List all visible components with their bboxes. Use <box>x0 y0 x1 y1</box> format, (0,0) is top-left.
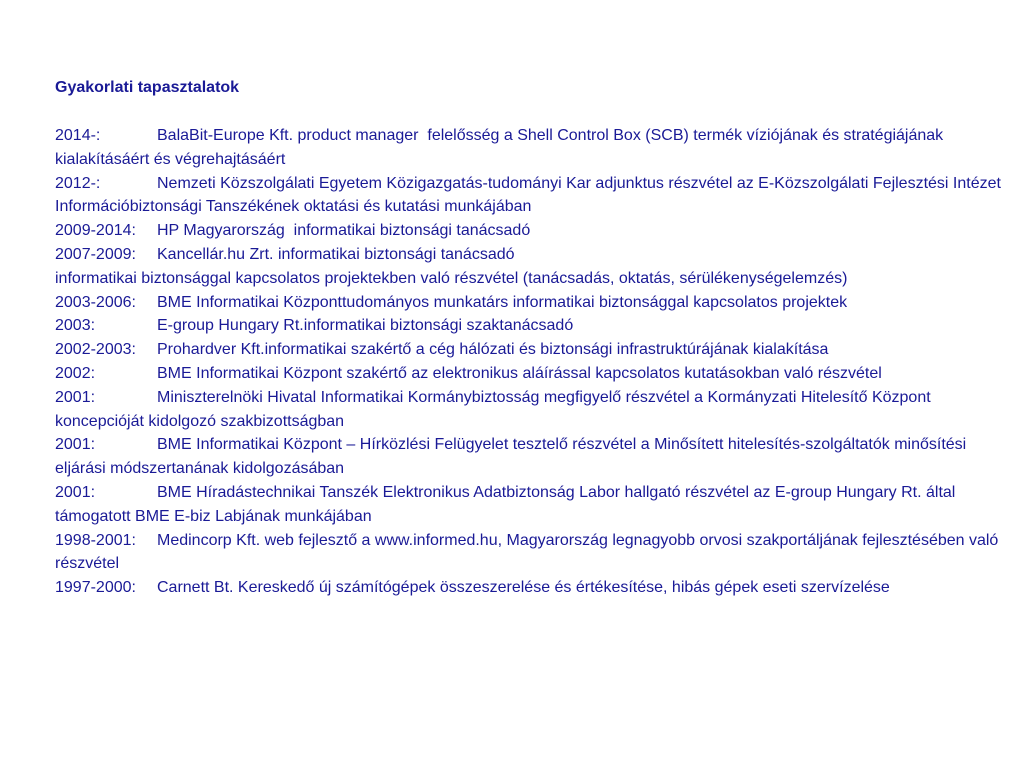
entry-text: BME Híradástechnikai Tanszék Elektronikus Adatbiztonság Labor hallgató részvétel az E-group Hungary Rt. által támogatott BME E-biz Labjának munkájában <box>55 483 960 525</box>
experience-entry <box>55 124 1005 172</box>
entry-text: Kancellár.hu Zrt. informatikai biztonsági tanácsadó <box>157 245 515 263</box>
entry-date: 2002: <box>55 364 96 382</box>
section-heading: Gyakorlati tapasztalatok <box>55 79 240 96</box>
entry-date: 2002-2003: <box>55 341 136 359</box>
entry-text: Carnett Bt. Kereskedő új számítógépek összeszerelése és értékesítése, hibás gépek eseti szervízelése <box>157 579 890 597</box>
experience-entry <box>55 433 1005 481</box>
experience-entry <box>55 362 1005 386</box>
entry-text: BME Informatikai Központ – Hírközlési Felügyelet tesztelő részvétel a Minősített hitelesítés-szolgáltatók minősítési eljárási módszertanának kidolgozásában <box>55 436 971 478</box>
entry-text: BME Informatikai Központtudományos munkatárs informatikai biztonsággal kapcsolatos projektek <box>157 293 848 311</box>
experience-entry <box>55 338 1005 362</box>
entry-date: 2007-2009: <box>55 245 136 263</box>
entry-date: 2001: <box>55 388 96 406</box>
entry-date: 2003-2006: <box>55 293 136 311</box>
entry-text: BalaBit-Europe Kft. product manager felelősség a Shell Control Box (SCB) termék víziójának és stratégiájának kialakításáért és végrehajtásáért <box>55 127 948 168</box>
experience-entry <box>55 219 1005 243</box>
entry-date: 1998-2001: <box>55 531 136 549</box>
experience-entry <box>55 481 1005 529</box>
entry-text: Prohardver Kft.informatikai szakértő a cég hálózati és biztonsági infrastruktúrájának kialakítása <box>157 341 829 359</box>
experience-entry-continuation <box>55 267 1005 291</box>
experience-entry <box>55 529 1005 577</box>
entry-text: HP Magyarország informatikai biztonsági tanácsadó <box>157 222 531 240</box>
entry-text: informatikai biztonsággal kapcsolatos projektekben való részvétel (tanácsadás, oktatás, sérülékenységelemzés) <box>55 269 848 287</box>
entry-date: 2001: <box>55 483 96 501</box>
entry-text: Nemzeti Közszolgálati Egyetem Közigazgatás-tudományi Kar adjunktus részvétel az E-Közszolgálati Fejlesztési Intézet Információbiztonsági Tanszékének oktatási és kutatási munkájában <box>55 174 1006 216</box>
entry-date: 2003: <box>55 317 96 335</box>
entry-text: Medincorp Kft. web fejlesztő a www.informed.hu, Magyarország legnagyobb orvosi szakportáljának fejlesztésében való részvétel <box>55 531 1003 573</box>
entry-date: 2009-2014: <box>55 222 136 240</box>
entry-date: 2014-: <box>55 127 101 144</box>
entry-date: 1997-2000: <box>55 579 136 597</box>
entry-text: BME Informatikai Központ szakértő az elektronikus aláírással kapcsolatos kutatásokban való részvétel <box>157 364 882 382</box>
entry-text: E-group Hungary Rt.informatikai biztonsági szaktanácsadó <box>157 317 574 335</box>
experience-entry <box>55 291 1005 315</box>
experience-entry <box>55 386 1005 434</box>
entry-text: Miniszterelnöki Hivatal Informatikai Kormánybiztosság megfigyelő részvétel a Kormányzati Hitelesítő Központ koncepcióját kidolgozó szakbizottságban <box>55 388 936 430</box>
experience-entry <box>55 243 1005 267</box>
experience-list <box>55 124 1005 600</box>
entry-date: 2012-: <box>55 174 101 192</box>
entry-date: 2001: <box>55 436 96 454</box>
experience-entry <box>55 576 1005 600</box>
experience-entry <box>55 172 1005 220</box>
experience-entry <box>55 314 1005 338</box>
